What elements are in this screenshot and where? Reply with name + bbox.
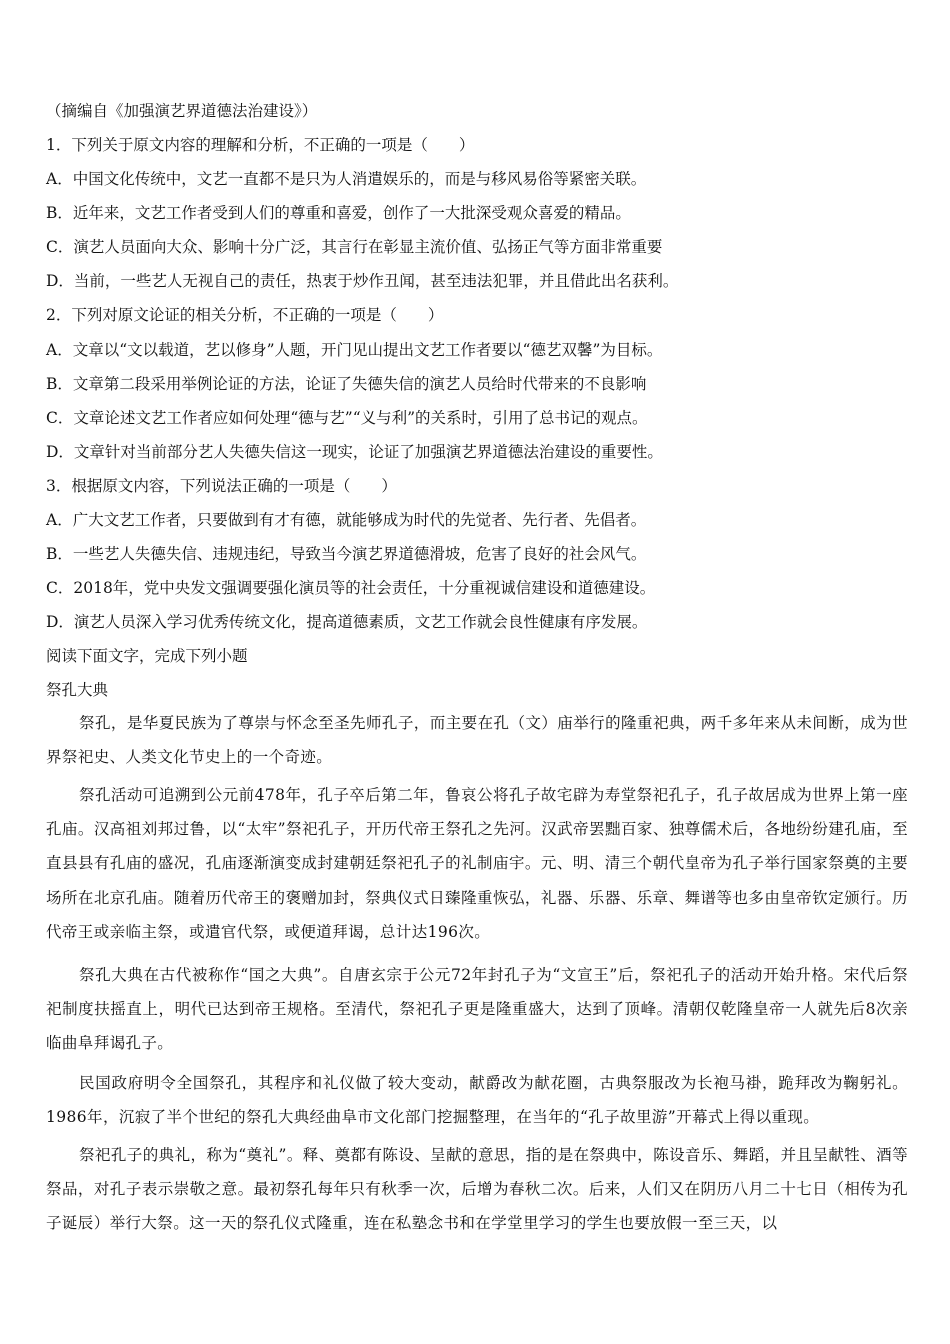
question-1-stem: 1．下列关于原文内容的理解和分析，不正确的一项是（ ） [46,136,475,154]
question-3-option-d: D．演艺人员深入学习优秀传统文化，提高道德素质，文艺工作就会良性健康有序发展。 [46,613,648,631]
article-paragraph-3: 祭孔大典在古代被称作“国之大典”。自唐玄宗于公元72年封孔子为“文宣王”后，祭祀孔子的活动开始升格。宋代后祭祀制度扶摇直上，明代已达到帝王规格。至清代，祭祀孔子更是隆重盛大，达到了顶峰。清朝仅乾隆皇帝一人就先后8次亲临曲阜拜谒孔子。 [46,966,908,1053]
article-title: 祭孔大典 [46,681,109,699]
question-3-option-a: A．广大文艺工作者，只要做到有才有德，就能够成为时代的先觉者、先行者、先倡者。 [46,511,647,529]
question-2-option-d: D．文章针对当前部分艺人失德失信这一现实，论证了加强演艺界道德法治建设的重要性。 [46,443,663,461]
question-1-option-c: C．演艺人员面向大众、影响十分广泛，其言行在彰显主流价值、弘扬正气等方面非常重要 [46,238,663,256]
question-2-option-a: A．文章以“文以载道，艺以修身”人题，开门见山提出文艺工作者要以“德艺双馨”为目标。 [46,341,663,359]
question-1-option-a: A．中国文化传统中，文艺一直都不是只为人消遣娱乐的，而是与移风易俗等紧密关联。 [46,170,647,188]
question-2-option-c: C．文章论述文艺工作者应如何处理“德与艺”“义与利”的关系时，引用了总书记的观点。 [46,409,648,427]
article-paragraph-2: 祭孔活动可追溯到公元前478年，孔子卒后第二年，鲁哀公将孔子故宅辟为寿堂祭祀孔子，孔子故居成为世界上第一座孔庙。汉高祖刘邦过鲁，以“太牢”祭祀孔子，开历代帝王祭孔之先河。汉武帝罢黜百家、独尊儒术后，各地纷纷建孔庙，至直县县有孔庙的盛况，孔庙逐渐演变成封建朝廷祭祀孔子的礼制庙宇。元、明、清三个朝代皇帝为孔子举行国家祭奠的主要场所在北京孔庙。随着历代帝王的褒赠加封，祭典仪式日臻隆重恢弘，礼器、乐器、乐章、舞谱等也多由皇帝钦定颁行。历代帝王或亲临主祭，或遣官代祭，或便道拜谒，总计达196次。 [46,786,908,941]
article-paragraph-5: 祭祀孔子的典礼，称为“奠礼”。释、奠都有陈设、呈献的意思，指的是在祭典中，陈设音乐、舞蹈，并且呈献牲、酒等祭品，对孔子表示崇敬之意。最初祭孔每年只有秋季一次，后增为春秋二次。后来，人们又在阴历八月二十七日（相传为孔子诞辰）举行大祭。这一天的祭孔仪式隆重，连在私塾念书和在学堂里学习的学生也要放假一至三天，以 [46,1146,908,1233]
question-1-option-d: D．当前，一些艺人无视自己的责任，热衷于炒作丑闻，甚至违法犯罪，并且借此出名获利。 [46,272,679,290]
source-note: （摘编自《加强演艺界道德法治建设》） [46,102,318,120]
question-3-option-b: B．一些艺人失德失信、违规违纪，导致当今演艺界道德滑坡，危害了良好的社会风气。 [46,545,647,563]
article-paragraph-4: 民国政府明令全国祭孔，其程序和礼仪做了较大变动，献爵改为献花圈，古典祭服改为长袍马褂，跪拜改为鞠躬礼。1986年，沉寂了半个世纪的祭孔大典经曲阜市文化部门挖掘整理，在当年的“孔子故里游”开幕式上得以重现。 [46,1074,908,1127]
reading-instruction: 阅读下面文字，完成下列小题 [46,647,248,665]
question-2-stem: 2．下列对原文论证的相关分析，不正确的一项是（ ） [46,306,444,324]
question-3-stem: 3．根据原文内容，下列说法正确的一项是（ ） [46,477,397,495]
question-1-option-b: B．近年来，文艺工作者受到人们的尊重和喜爱，创作了一大批深受观众喜爱的精品。 [46,204,631,222]
article-paragraph-1: 祭孔，是华夏民族为了尊崇与怀念至圣先师孔子，而主要在孔（文）庙举行的隆重祀典，两千多年来从未间断，成为世界祭祀史、人类文化节史上的一个奇迹。 [46,714,908,767]
question-2-option-b: B．文章第二段采用举例论证的方法，论证了失德失信的演艺人员给时代带来的不良影响 [46,375,647,393]
question-3-option-c: C．2018年，党中央发文强调要强化演员等的社会责任，十分重视诚信建设和道德建设。 [46,579,656,597]
